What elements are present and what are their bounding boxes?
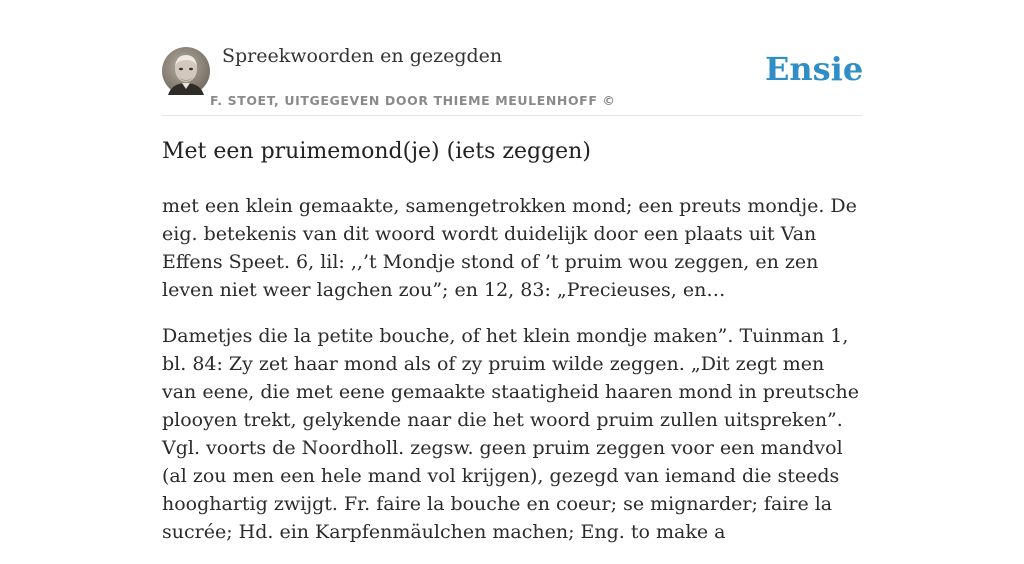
entry-paragraph: Dametjes die la petite bouche, of het klein mondje maken”. Tuinman 1, bl. 84: Zy zet haar mond als of zy pruim wilde zeggen. „Dit zegt men van eene, die met eene gemaakte staatigheid haaren mond in preutsche plooyen trekt, gelykende naar die het woord pruim zullen uitspreken”. Vgl. voorts de Noordholl. zegsw. geen pruim zeggen voor een mandvol (al zou men een hele mand vol krijgen), gezegd van iemand die steeds hooghartig zwijgt. Fr. faire la bouche en coeur; se mignarder; faire la sucrée; Hd. ein Karpfenmäulchen machen; Eng. to make a: [162, 325, 860, 543]
entry-title: Met een pruimemond(je) (iets zeggen): [162, 139, 591, 164]
author-portrait-icon: [162, 47, 210, 95]
source-title[interactable]: Spreekwoorden en gezegden: [222, 45, 503, 67]
entry-paragraph: met een klein gemaakte, samengetrokken mond; een preuts mondje. De eig. betekenis van dit woord wordt duidelijk door een plaats uit Van Effens Speet. 6, lil: ,,’t Mondje stond of ’t pruim wou zeggen, en zen leven niet weer lagchen zou”; en 12, 83: „Precieuses, en…: [162, 195, 857, 301]
brand-logo[interactable]: Ensie: [765, 50, 864, 88]
entry-body: [162, 192, 862, 564]
header-divider: [162, 115, 862, 116]
source-credit: F. STOET, UITGEGEVEN DOOR THIEME MEULENHOFF ©: [210, 93, 616, 108]
